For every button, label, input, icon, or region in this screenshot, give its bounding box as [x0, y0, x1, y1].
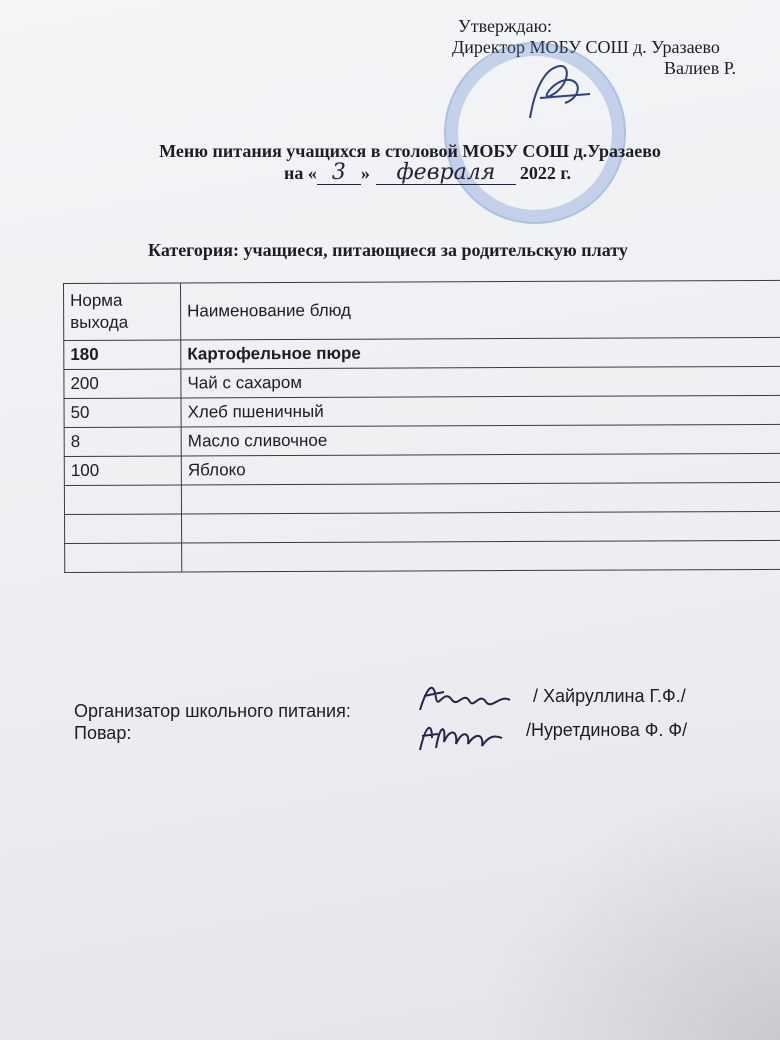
- table-row: [64, 395, 780, 427]
- menu-title: Меню питания учащихся в столовой МОБУ СОШ д.Уразаево: [159, 141, 661, 161]
- menu-table: [63, 280, 780, 573]
- cell-norm: [65, 543, 182, 573]
- cell-norm: 50: [64, 398, 181, 428]
- cell-dish: [181, 482, 780, 514]
- cook-signature: [414, 718, 514, 754]
- organizer-name: / Хайруллина Г.Ф./: [533, 686, 686, 706]
- cell-norm: 100: [64, 456, 181, 486]
- cell-dish: Хлеб пшеничный: [181, 395, 780, 427]
- header-dish: Наименование блюд: [181, 280, 780, 340]
- cell-norm: 200: [64, 369, 181, 399]
- cell-norm: 180: [64, 340, 181, 370]
- cook-name: /Нуретдинова Ф. Ф/: [526, 720, 688, 740]
- director-signature: [510, 58, 600, 128]
- table-row: [64, 453, 780, 485]
- cook-label: Повар:: [74, 723, 132, 743]
- organizer-signature: [414, 680, 524, 716]
- date-day: 3: [317, 162, 361, 185]
- cell-dish: [182, 511, 780, 543]
- cell-dish: Масло сливочное: [181, 424, 780, 456]
- date-month: февраля: [376, 162, 516, 185]
- cell-dish: [182, 540, 780, 572]
- page-shadow: [480, 780, 780, 1040]
- approval-position: Директор МОБУ СОШ д. Уразаево: [452, 37, 720, 57]
- organizer-label: Организатор школьного питания:: [74, 701, 351, 721]
- table-row: [65, 540, 780, 572]
- table-row: [64, 366, 780, 398]
- table-row: [64, 482, 780, 514]
- header-norm: Норма выхода: [64, 283, 181, 341]
- menu-date-line: [284, 162, 571, 185]
- date-prefix: на «: [284, 163, 317, 183]
- category-line: Категория: учащиеся, питающиеся за родительскую плату: [148, 240, 628, 260]
- table-row: [64, 337, 780, 369]
- cell-norm: [64, 485, 181, 515]
- date-quote: »: [360, 163, 370, 183]
- table-header-row: [64, 280, 780, 340]
- approval-name: Валиев Р.: [664, 58, 737, 78]
- date-year: 2022 г.: [519, 163, 572, 183]
- cell-dish: Чай с сахаром: [181, 366, 780, 398]
- table-row: [65, 511, 780, 543]
- cell-dish: Картофельное пюре: [181, 337, 780, 369]
- table-row: [64, 424, 780, 456]
- approval-heading: Утверждаю:: [458, 16, 553, 36]
- cell-norm: [65, 514, 182, 544]
- cell-norm: 8: [64, 427, 181, 457]
- cell-dish: Яблоко: [181, 453, 780, 485]
